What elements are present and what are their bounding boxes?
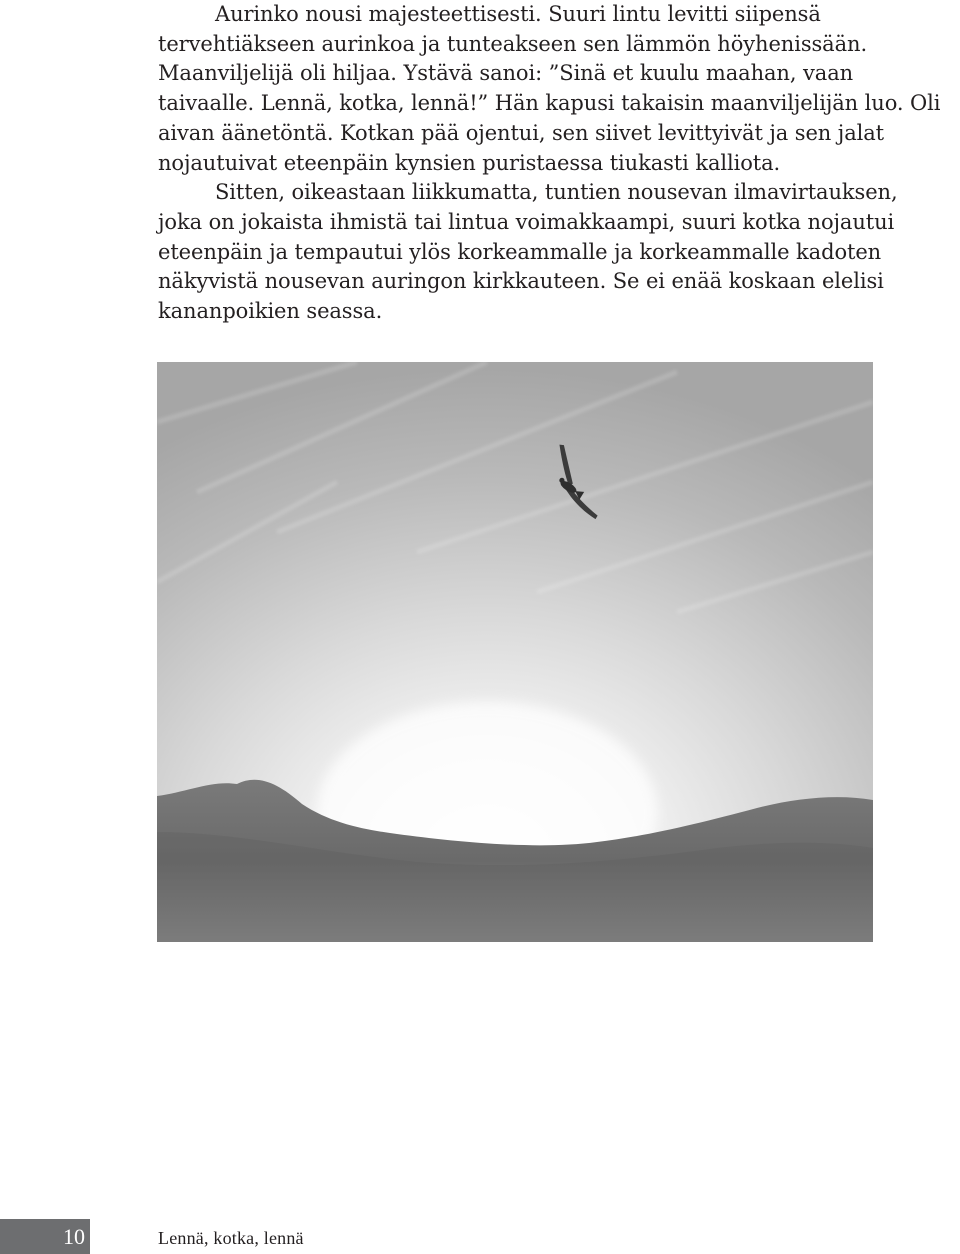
- story-paragraph-2: Sitten, oikeastaan liikkumatta, tuntien nousevan ilmavirtauksen, joka on jokaista ihmistä tai lintua voimakkaampi, suuri kotka nojautui eteenpäin ja tempautui ylös korkeammalle ja korkeammalle kadoten näkyvistä nousevan auringon kirkkauteen. Se ei enää koskaan elelisi kananpoikien seassa.: [158, 180, 898, 324]
- page-number-box: [0, 1219, 90, 1254]
- running-title: Lennä, kotka, lennä: [158, 1228, 304, 1248]
- page-number: 10: [63, 1224, 85, 1249]
- story-text: [158, 0, 948, 327]
- eagle-illustration: [157, 362, 873, 942]
- story-paragraph-1: Aurinko nousi majesteettisesti. Suuri lintu levitti siipensä tervehtiäkseen aurinkoa ja tunteakseen sen lämmön höyhenissään. Maanviljelijä oli hiljaa. Ystävä sanoi: ”Sinä et kuulu maahan, vaan taivaalle. Lennä, kotka, lennä!” Hän kapusi takaisin maanviljelijän luo. Oli aivan äänetöntä. Kotkan pää ojentui, sen siivet levittyivät ja sen jalat nojautuivat eteenpäin kynsien puristaessa tiukasti kalliota.: [158, 2, 941, 175]
- sky-mountain-painting: [157, 362, 873, 942]
